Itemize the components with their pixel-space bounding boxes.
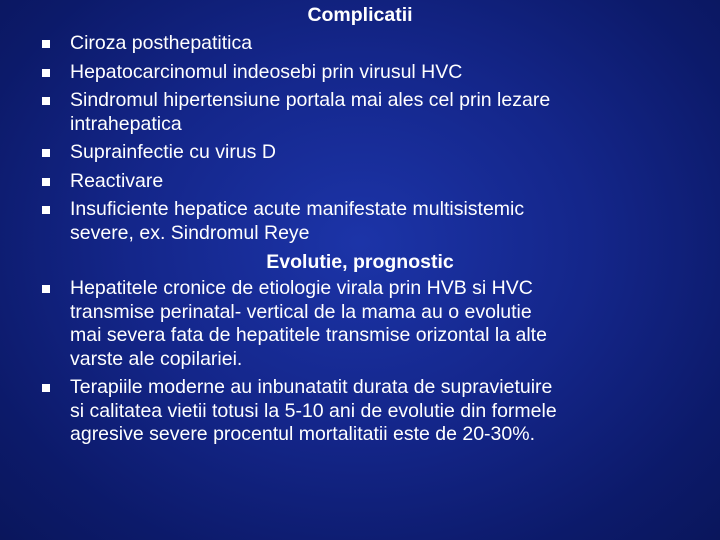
square-bullet-icon <box>42 384 50 392</box>
item-text: transmise perinatal- vertical de la mama au o evolutie <box>70 300 532 323</box>
item-text: Reactivare <box>70 170 164 192</box>
section-heading-complicatii: Complicatii <box>307 4 413 26</box>
list-item <box>70 277 690 371</box>
square-bullet-icon <box>42 149 50 157</box>
section-heading-evolutie: Evolutie, prognostic <box>266 251 454 273</box>
list-item <box>70 89 690 136</box>
list-item <box>70 170 690 194</box>
square-bullet-icon <box>42 285 50 293</box>
item-text: Hepatocarcinomul indeosebi prin virusul HVC <box>70 61 463 83</box>
list-item <box>70 376 690 447</box>
item-text: intrahepatica <box>70 112 182 135</box>
item-text: Ciroza posthepatitica <box>70 32 253 54</box>
square-bullet-icon <box>42 206 50 214</box>
square-bullet-icon <box>42 69 50 77</box>
item-text: severe, ex. Sindromul Reye <box>70 221 310 244</box>
square-bullet-icon <box>42 178 50 186</box>
square-bullet-icon <box>42 97 50 105</box>
item-text: Hepatitele cronice de etiologie virala prin HVB si HVC <box>70 277 533 299</box>
list-item <box>70 198 690 245</box>
list-item <box>70 141 690 165</box>
item-text: Sindromul hipertensiune portala mai ales cel prin lezare <box>70 89 551 111</box>
item-text: Insuficiente hepatice acute manifestate multisistemic <box>70 198 525 220</box>
list-item <box>70 61 690 85</box>
item-text: agresive severe procentul mortalitatii este de 20-30%. <box>70 423 535 445</box>
item-text: varste ale copilariei. <box>70 347 243 370</box>
item-text: Terapiile moderne au inbunatatit durata de supravietuire <box>70 376 553 398</box>
item-text: mai severa fata de hepatitele transmise orizontal la alte <box>70 324 547 346</box>
square-bullet-icon <box>42 40 50 48</box>
item-text: si calitatea vietii totusi la 5-10 ani de evolutie din formele <box>70 399 557 422</box>
list-item <box>70 32 690 56</box>
item-text: Suprainfectie cu virus D <box>70 141 276 163</box>
